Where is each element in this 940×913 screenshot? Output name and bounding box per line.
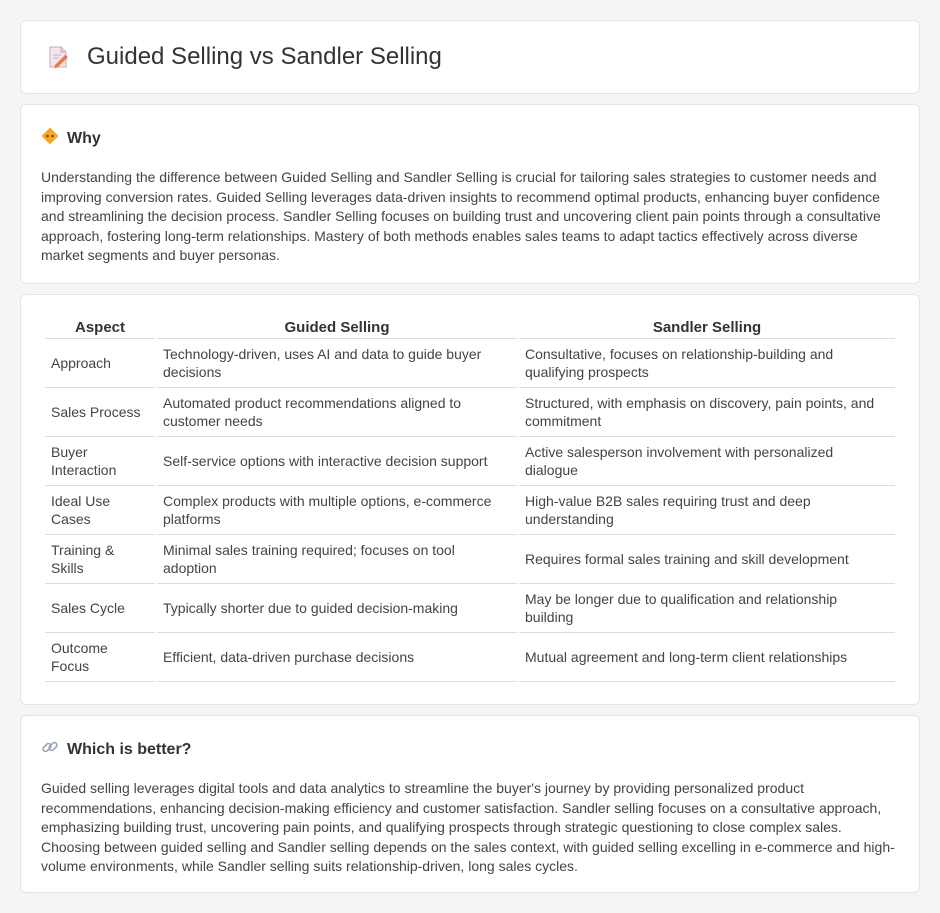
- table-row: [45, 633, 895, 682]
- sandler-cell: Active salesperson involvement with personalized dialogue: [519, 437, 895, 486]
- sandler-cell: May be longer due to qualification and relationship building: [519, 584, 895, 633]
- link-icon: [41, 738, 59, 761]
- why-section: [20, 104, 920, 284]
- guided-cell: Typically shorter due to guided decision-making: [157, 584, 517, 633]
- aspect-cell: Training & Skills: [45, 535, 155, 584]
- comparison-table: [43, 315, 897, 682]
- aspect-cell: Buyer Interaction: [45, 437, 155, 486]
- table-row: [45, 339, 895, 388]
- why-heading: Why: [67, 129, 101, 147]
- table-row: [45, 437, 895, 486]
- page-title: Guided Selling vs Sandler Selling: [87, 43, 442, 70]
- header-aspect: Aspect: [45, 315, 155, 339]
- diamond-warning-icon: [41, 127, 59, 150]
- aspect-cell: Outcome Focus: [45, 633, 155, 682]
- header-guided-selling: Guided Selling: [157, 315, 517, 339]
- aspect-cell: Sales Cycle: [45, 584, 155, 633]
- guided-cell: Automated product recommendations aligned to customer needs: [157, 388, 517, 437]
- sandler-cell: Consultative, focuses on relationship-building and qualifying prospects: [519, 339, 895, 388]
- document-pencil-icon: [45, 44, 71, 70]
- guided-cell: Technology-driven, uses AI and data to guide buyer decisions: [157, 339, 517, 388]
- sandler-cell: High-value B2B sales requiring trust and deep understanding: [519, 486, 895, 535]
- which-is-better-text: Guided selling leverages digital tools and data analytics to streamline the buyer's journey by providing personalized product recommendations, enhancing decision-making efficiency and customer satisfaction. Sandler selling focuses on a consultative approach, emphasizing building trust, uncovering pain points, and qualifying prospects through strategic questioning to close complex sales. Choosing between guided selling and Sandler selling depends on the sales context, with guided selling excelling in e-commerce and high-volume environments, while Sandler selling suits relationship-driven, long sales cycles.: [41, 780, 895, 875]
- why-text: Understanding the difference between Guided Selling and Sandler Selling is crucial for tailoring sales strategies to customer needs and improving conversion rates. Guided Selling leverages data-driven insights to recommend optimal products, enhancing buyer confidence and streamlining the decision process. Sandler Selling focuses on building trust and uncovering client pain points through a consultative approach, fostering long-term relationships. Mastery of both methods enables sales teams to adapt tactics effectively across diverse market segments and buyer personas.: [41, 169, 881, 264]
- guided-cell: Minimal sales training required; focuses on tool adoption: [157, 535, 517, 584]
- aspect-cell: Sales Process: [45, 388, 155, 437]
- sandler-cell: Requires formal sales training and skill development: [519, 535, 895, 584]
- sandler-cell: Structured, with emphasis on discovery, pain points, and commitment: [519, 388, 895, 437]
- comparison-card: [20, 294, 920, 705]
- title-card: [20, 20, 920, 94]
- table-row: [45, 486, 895, 535]
- which-is-better-heading: Which is better?: [67, 740, 192, 758]
- sandler-cell: Mutual agreement and long-term client relationships: [519, 633, 895, 682]
- aspect-cell: Approach: [45, 339, 155, 388]
- table-row: [45, 388, 895, 437]
- aspect-cell: Ideal Use Cases: [45, 486, 155, 535]
- guided-cell: Complex products with multiple options, e-commerce platforms: [157, 486, 517, 535]
- table-row: [45, 584, 895, 633]
- which-is-better-section: [20, 715, 920, 893]
- guided-cell: Self-service options with interactive decision support: [157, 437, 517, 486]
- table-row: [45, 535, 895, 584]
- guided-cell: Efficient, data-driven purchase decisions: [157, 633, 517, 682]
- header-sandler-selling: Sandler Selling: [519, 315, 895, 339]
